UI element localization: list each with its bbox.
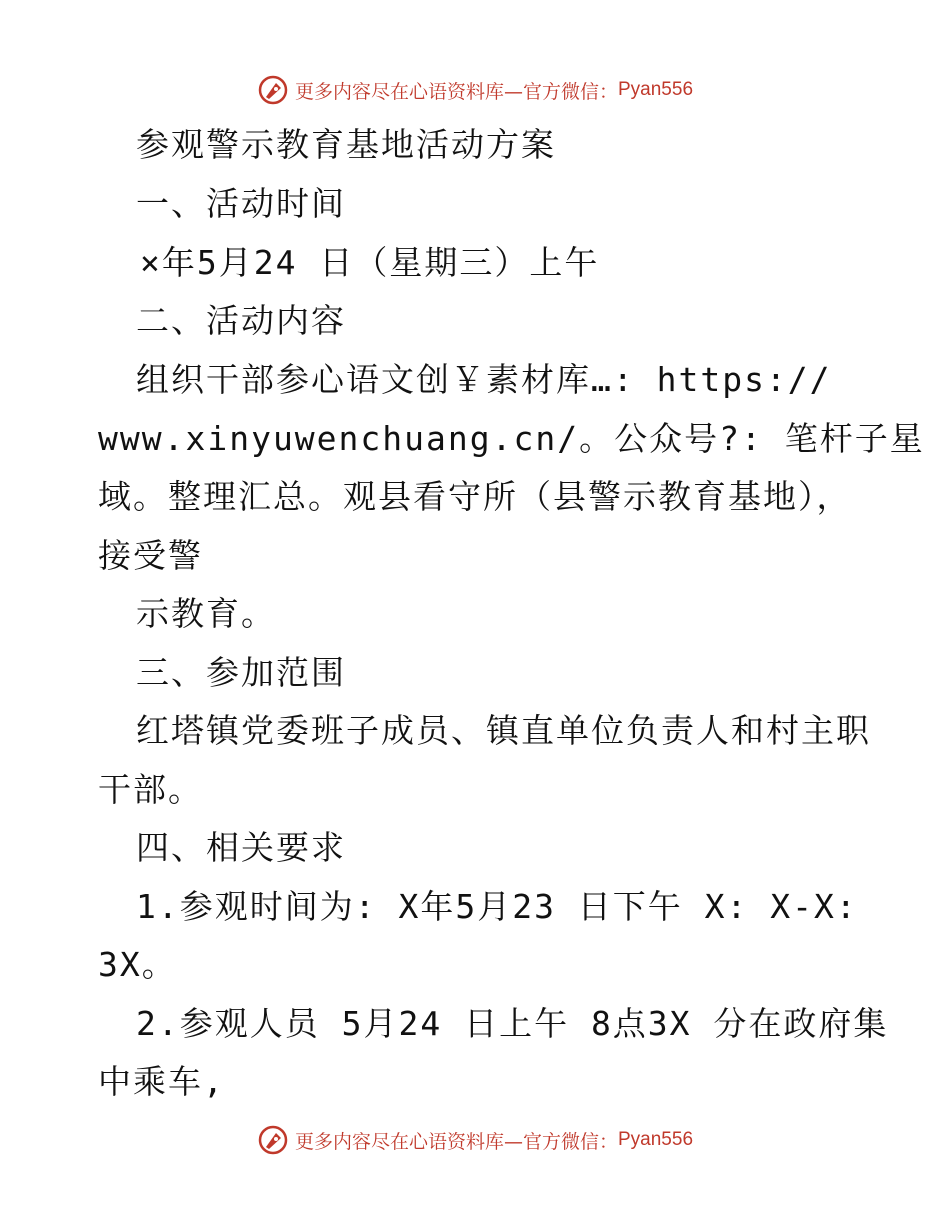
- section-time-line: ×年5月24 日（星期三）上午: [140, 243, 600, 282]
- paragraph-line: 3X。: [98, 945, 177, 984]
- paragraph-line: 域。整理汇总。观县看守所（县警示教育基地），: [98, 477, 852, 516]
- watermark-banner-top: [0, 70, 950, 110]
- watermark-text: 更多内容尽在心语资料库—官方微信：: [294, 1130, 618, 1153]
- pen-nib-logo-icon: [257, 1124, 289, 1156]
- section-heading-requirements: 四、相关要求: [136, 828, 346, 867]
- paragraph-line: www.xinyuwenchuang.cn/。公众号?: 笔杆子星: [98, 419, 925, 458]
- section-heading-time: 一、活动时间: [136, 184, 346, 223]
- section-heading-scope: 三、参加范围: [136, 653, 346, 692]
- document-title: 参观警示教育基地活动方案: [136, 125, 556, 164]
- paragraph-line: 红塔镇党委班子成员、镇直单位负责人和村主职: [136, 711, 871, 750]
- paragraph-line: 干部。: [98, 770, 203, 809]
- pen-nib-logo-icon: [257, 74, 289, 106]
- paragraph-line: 中乘车,: [98, 1062, 225, 1101]
- section-heading-content: 二、活动内容: [136, 301, 346, 340]
- paragraph-line: 1.参观时间为: X年5月23 日下午 X: X-X:: [136, 887, 858, 926]
- watermark-text: 更多内容尽在心语资料库—官方微信：: [294, 80, 618, 103]
- paragraph-line: 接受警: [98, 536, 203, 575]
- paragraph-line: 组织干部参心语文创￥素材库…: https://: [136, 360, 832, 399]
- paragraph-line: 2.参观人员 5月24 日上午 8点3X 分在政府集: [136, 1004, 889, 1043]
- watermark-wechat-id: Pyan556: [618, 79, 694, 100]
- watermark-banner-bottom: [0, 1120, 950, 1160]
- watermark-wechat-id: Pyan556: [618, 1129, 694, 1150]
- paragraph-line: 示教育。: [136, 594, 276, 633]
